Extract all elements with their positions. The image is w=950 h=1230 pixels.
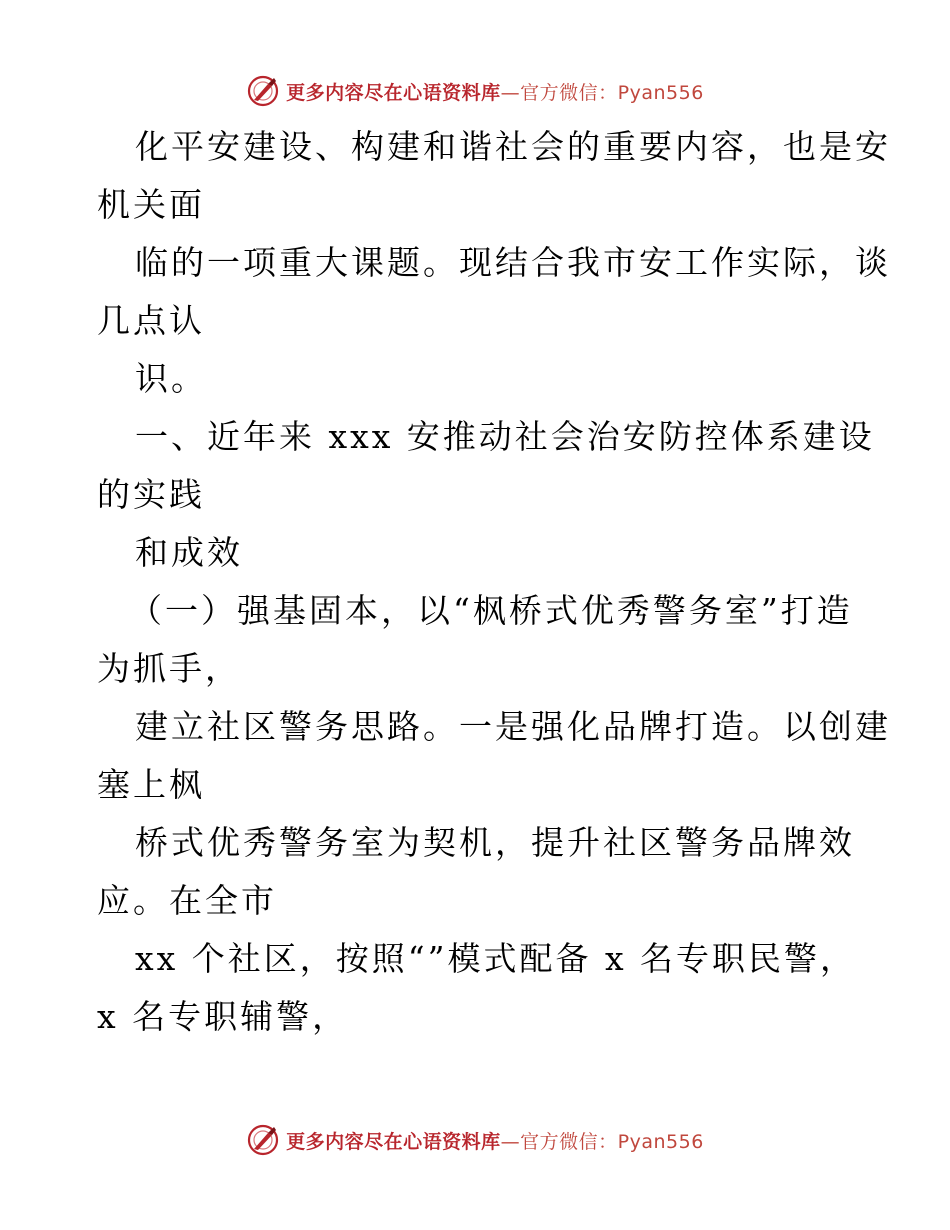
banner-site-name: 更多内容尽在心语资料库 [286, 1130, 501, 1153]
section-heading-line: 和成效 [135, 533, 243, 572]
paragraph-line: 几点认 [97, 301, 205, 340]
document-body [97, 118, 891, 1046]
subsection-heading-line: （一）强基固本，以“枫桥式优秀警务室”打造 [129, 591, 853, 630]
paragraph-line: 机关面 [97, 185, 205, 224]
paragraph-line: 塞上枫 [97, 765, 205, 804]
section-heading-line: 的实践 [97, 475, 205, 514]
banner-title [286, 78, 704, 105]
subsection-heading-line: 为抓手， [97, 649, 241, 688]
banner-wechat: —官方微信：Pyan556 [500, 81, 704, 104]
paragraph-line: 化平安建设、构建和谐社会的重要内容，也是安 [135, 127, 891, 166]
paragraph-line: xx 个社区，按照“”模式配备 x 名专职民警， [135, 939, 857, 978]
banner-site-name: 更多内容尽在心语资料库 [286, 81, 501, 104]
footer-banner [0, 1120, 950, 1160]
paragraph-line: x 名专职辅警， [97, 997, 349, 1036]
paragraph-line: 应。在全市 [97, 881, 277, 920]
section-heading-line: 一、近年来 xxx 安推动社会治安防控体系建设 [135, 417, 875, 456]
banner-wechat: —官方微信：Pyan556 [500, 1130, 704, 1153]
quill-pen-logo-icon [246, 1123, 280, 1157]
quill-pen-logo-icon [246, 74, 280, 108]
paragraph-line: 识。 [135, 359, 207, 398]
paragraph-line: 桥式优秀警务室为契机，提升社区警务品牌效 [135, 823, 855, 862]
paragraph-line: 临的一项重大课题。现结合我市安工作实际，谈 [135, 243, 891, 282]
banner-title [286, 1127, 704, 1154]
paragraph-line: 建立社区警务思路。一是强化品牌打造。以创建 [135, 707, 891, 746]
header-banner [0, 71, 950, 111]
